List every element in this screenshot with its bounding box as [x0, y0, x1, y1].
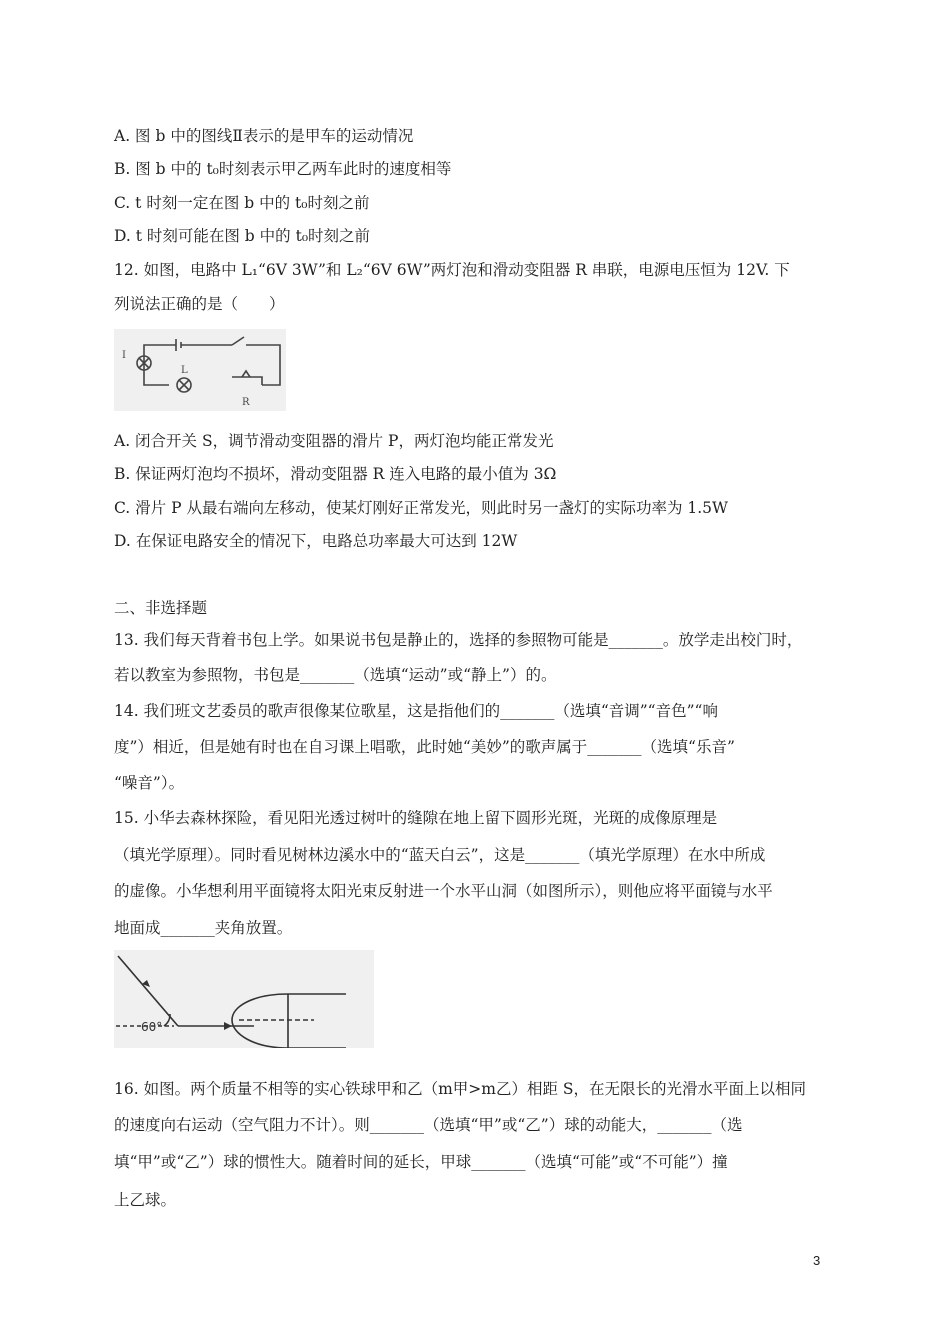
- q12-option-c: C. 滑片 P 从最右端向左移动，使某灯刚好正常发光，则此时另一盏灯的实际功率为 1.5W: [114, 499, 728, 517]
- q16-line4: 上乙球。: [114, 1191, 177, 1209]
- q14-line2: 度”）相近，但是她有时也在自习课上唱歌，此时她“美妙”的歌声属于_______（选填“乐音”: [114, 738, 735, 756]
- q14-line3: “噪音”）。: [114, 774, 185, 792]
- q11-option-c: C. t 时刻一定在图 b 中的 t₀时刻之前: [114, 194, 370, 212]
- q15-line1: 15. 小华去森林探险，看见阳光透过树叶的缝隙在地上留下圆形光斑，光斑的成像原理是: [114, 809, 718, 827]
- q12-option-d: D. 在保证电路安全的情况下，电路总功率最大可达到 12W: [114, 532, 518, 550]
- section-heading: 二、非选择题: [114, 599, 208, 617]
- q11-option-a: A. 图 b 中的图线Ⅱ表示的是甲车的运动情况: [114, 127, 414, 145]
- angle-label: 60°: [141, 1020, 163, 1034]
- q12-option-b: B. 保证两灯泡均不损坏，滑动变阻器 R 连入电路的最小值为 3Ω: [114, 465, 557, 483]
- circuit-label-l: L: [181, 365, 188, 376]
- mirror-diagram: [114, 950, 374, 1048]
- q16-line1: 16. 如图。两个质量不相等的实心铁球甲和乙（m甲>m乙）相距 S，在无限长的光滑水平面上以相同: [114, 1080, 807, 1098]
- q15-line3: 的虚像。小华想利用平面镜将太阳光束反射进一个水平山洞（如图所示），则他应将平面镜与水平: [114, 882, 773, 900]
- q12-option-a: A. 闭合开关 S，调节滑动变阻器的滑片 P，两灯泡均能正常发光: [114, 432, 554, 450]
- q15-line2: （填光学原理）。同时看见树林边溪水中的“蓝天白云”，这是_______（填光学原理）在水中所成: [114, 846, 766, 864]
- q16-line2: 的速度向右运动（空气阻力不计）。则_______（选填“甲”或“乙”）球的动能大，_______（选: [114, 1116, 743, 1134]
- q13-line1: 13. 我们每天背着书包上学。如果说书包是静止的，选择的参照物可能是_______。放学走出校门时，: [114, 631, 803, 649]
- q15-line4: 地面成_______夹角放置。: [114, 919, 293, 937]
- q12-stem-line2: 列说法正确的是（ ）: [114, 295, 285, 313]
- circuit-label-r: R: [242, 397, 250, 408]
- circuit-diagram: [114, 329, 286, 411]
- q14-line1: 14. 我们班文艺委员的歌声很像某位歌星，这是指他们的_______（选填“音调”“音色”“响: [114, 702, 718, 720]
- q11-option-d: D. t 时刻可能在图 b 中的 t₀时刻之前: [114, 227, 371, 245]
- q13-line2: 若以教室为参照物，书包是_______（选填“运动”或“静上”）的。: [114, 666, 557, 684]
- q16-line3: 填“甲”或“乙”）球的惯性大。随着时间的延长，甲球_______（选填“可能”或“不可能”）撞: [114, 1153, 728, 1171]
- circuit-label-i: I: [122, 350, 126, 361]
- q11-option-b: B. 图 b 中的 t₀时刻表示甲乙两车此时的速度相等: [114, 160, 452, 178]
- q12-stem-line1: 12. 如图，电路中 L₁“6V 3W”和 L₂“6V 6W”两灯泡和滑动变阻器 R 串联，电源电压恒为 12V. 下: [114, 261, 790, 279]
- page-number: 3: [813, 1253, 821, 1268]
